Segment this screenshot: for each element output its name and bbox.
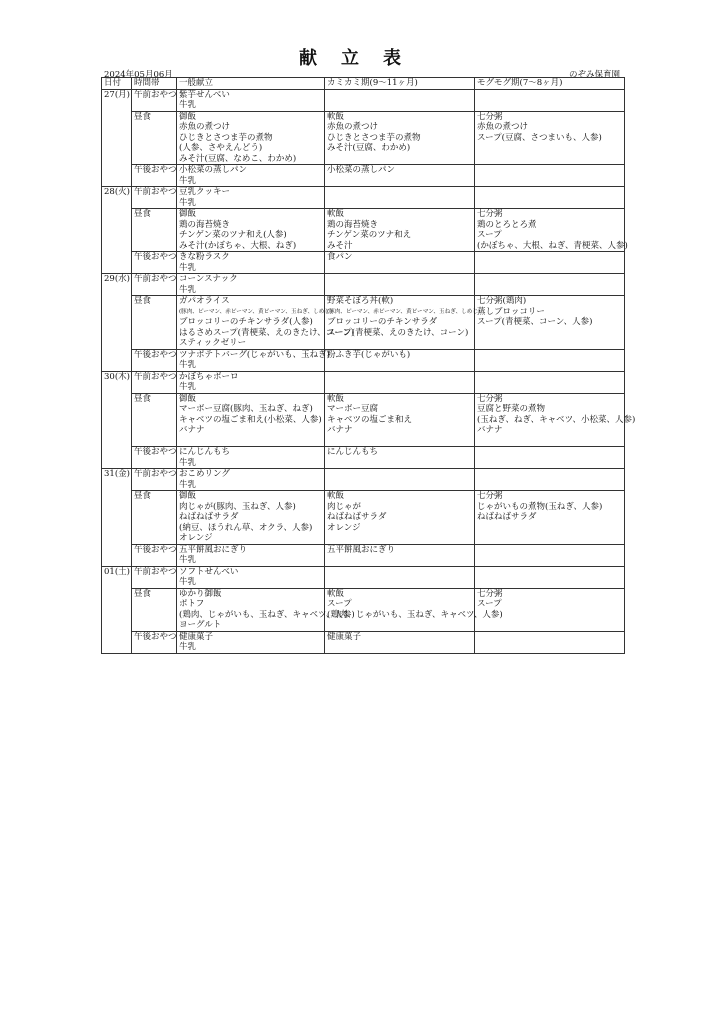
mog-menu-cell [475,566,625,588]
menu-line [327,274,472,285]
general-menu-cell [177,111,325,165]
menu-line [477,447,622,458]
meal-time-cell: 午前おやつ [132,187,177,209]
general-menu-cell [177,165,325,187]
meal-time-cell: 午前おやつ [132,469,177,491]
menu-line: 牛乳 [179,382,197,392]
menu-line: バナナ [477,425,503,435]
page-title: 献立表 [299,48,425,69]
mog-menu-cell [475,491,625,545]
general-menu-cell [177,349,330,371]
menu-line: 七分粥 [477,491,503,501]
kami-menu-cell [325,371,475,393]
menu-line: 小松菜の蒸しパン [327,165,396,175]
menu-line: みそ汁(豆腐、わかめ) [327,143,411,153]
general-menu-cell [177,296,355,350]
day-date-cell: 01(土) [102,566,132,653]
menu-line: ブロッコリーのチキンサラダ [327,317,438,327]
general-menu-cell [177,393,325,447]
facility-name: のぞみ保育園 [568,70,620,80]
menu-line: はるさめスープ(青梗菜、えのきたけ、コーン) [179,327,355,338]
menu-line: 七分粥 [477,393,503,404]
menu-line: 牛乳 [179,284,197,295]
general-menu-cell [177,544,325,566]
menu-line [477,469,622,480]
menu-line: 鶏の海苔焼き [179,219,231,230]
menu-line: 五平餅風おにぎり [179,544,248,555]
meal-time-cell: 昼食 [132,111,177,165]
menu-line: 七分粥 [477,209,503,219]
mog-menu-cell [475,252,625,274]
menu-line: (豚肉、ピーマン、赤ピーマン、黄ピーマン、玉ねぎ、しめじ) [179,308,333,315]
table-row [102,588,625,631]
menu-line: コーンスナック [179,274,238,284]
mog-menu-cell [475,447,625,469]
menu-line: ヨーグルト [179,620,222,630]
menu-line: 御飯 [179,491,197,501]
menu-line: スティックゼリー [179,338,247,348]
table-row [102,393,625,447]
menu-line: (かぼちゃ、大根、ねぎ、青梗菜、人参) [477,240,628,251]
menu-line: 軟飯 [327,209,345,219]
day-date-cell: 31(金) [102,469,132,567]
menu-line: オレンジ [327,522,361,533]
menu-line: ひじきとさつま芋の煮物 [327,132,421,143]
menu-line: マーボー豆腐(豚肉、玉ねぎ、ねぎ) [179,404,313,414]
table-row [102,296,625,350]
menu-line [179,436,322,447]
menu-table [101,77,636,654]
menu-line: ガパオライス [179,296,230,306]
menu-line: スープ(青梗菜、コーン、人参) [477,317,593,327]
menu-line: チンゲン菜のツナ和え(人参) [179,230,287,240]
mog-menu-cell [475,187,625,209]
meal-time-cell: 午前おやつ [132,566,177,588]
meal-time-cell: 午前おやつ [132,274,177,296]
menu-line: 紫芋せんべい [179,89,230,100]
mog-menu-cell [475,393,636,447]
meal-time-cell: 午後おやつ [132,165,177,187]
menu-line: 牛乳 [179,360,197,370]
menu-line: きな粉ラスク [179,252,230,262]
menu-line: 赤魚の煮つけ [477,122,529,132]
header-kamikami: カミカミ期(9〜11ヶ月) [325,78,475,90]
menu-line: 牛乳 [179,100,197,110]
menu-line: チンゲン菜のツナ和え [327,230,412,240]
mog-menu-cell [475,274,625,296]
menu-line: みそ汁(かぼちゃ、大根、ねぎ) [179,240,297,251]
meal-time-cell: 午前おやつ [132,89,177,111]
mog-menu-cell [475,371,625,393]
meal-time-cell: 午後おやつ [132,544,177,566]
menu-line: ソフトせんべい [179,566,239,577]
header-general: 一般献立 [177,78,325,90]
menu-line: オレンジ [179,533,213,543]
menu-line: 肉じゃが [327,501,362,512]
menu-line [477,187,622,198]
table-row [102,349,625,371]
mog-menu-cell [475,165,625,187]
mog-menu-cell [475,544,625,566]
menu-line: ブロッコリーのチキンサラダ(人参) [179,317,313,327]
meal-time-cell: 午後おやつ [132,252,177,274]
table-row [102,469,625,491]
menu-line [477,632,622,643]
menu-line: スープ [477,230,502,240]
day-date-cell: 29(水) [102,274,132,372]
general-menu-cell [177,371,325,393]
menu-line: 野菜そぼろ丼(軟) [327,296,394,306]
menu-line: 豆乳クッキー [179,187,231,197]
menu-line: キャベツの塩ごま和え [327,414,413,425]
meal-time-cell: 午後おやつ [132,447,177,469]
menu-line: (人参、さやえんどう) [179,143,263,153]
menu-line: かぼちゃボーロ [179,371,239,382]
meal-time-cell: 午前おやつ [132,371,177,393]
menu-line: にんじんもち [327,447,379,457]
menu-line [477,372,622,383]
menu-line: 蒸しブロッコリー [477,306,545,317]
table-row [102,274,625,296]
table-row [102,631,625,653]
menu-line [477,274,622,285]
table-row [102,491,625,545]
menu-line: (納豆、ほうれん草、オクラ、人参) [179,522,313,533]
general-menu-cell [177,209,325,252]
mog-menu-cell [475,89,625,111]
kami-menu-cell [325,544,475,566]
kami-menu-cell [325,469,475,491]
kami-menu-cell [325,393,475,447]
menu-line: 七分粥 [477,111,503,122]
meal-time-cell: 昼食 [132,209,177,252]
menu-line: 食パン [327,252,353,262]
menu-line: 豆腐と野菜の煮物 [477,404,546,414]
table-row [102,209,625,252]
menu-line: 牛乳 [179,457,197,468]
menu-line [477,90,622,101]
table-row [102,252,625,274]
menu-line: おこめリング [179,469,230,479]
mog-menu-cell [475,296,625,350]
menu-line: みそ汁 [327,240,353,251]
menu-line: みそ汁(豆腐、なめこ、わかめ) [179,153,297,164]
menu-line: 七分粥(鶏肉) [477,296,527,306]
menu-line: 牛乳 [179,479,197,490]
kami-menu-cell [325,209,475,252]
menu-line: スープ [327,599,352,609]
mog-menu-cell [475,469,625,491]
menu-line [477,567,622,578]
kami-menu-cell [325,491,475,545]
table-row [102,187,625,209]
menu-line: 五平餅風おにぎり [327,544,396,555]
menu-line: 牛乳 [179,642,197,652]
meal-time-cell: 昼食 [132,393,177,447]
menu-line: ツナポテトバーグ(じゃがいも、玉ねぎ) [179,349,330,360]
menu-line: 赤魚の煮つけ [179,122,231,132]
general-menu-cell [177,252,325,274]
menu-line [477,252,622,263]
menu-line: 鶏のとろとろ煮 [477,219,537,230]
menu-line [327,90,472,101]
menu-line: 牛乳 [179,197,197,208]
menu-line: 御飯 [179,111,197,122]
general-menu-cell [177,491,325,545]
day-date-cell: 30(木) [102,371,132,469]
menu-line [477,350,622,361]
menu-line: (鶏肉、じゃがいも、玉ねぎ、キャベツ、人参) [327,609,503,620]
menu-line: (豚肉、ピーマン、赤ピーマン、黄ピーマン、玉ねぎ、しめじ) [327,308,481,315]
general-menu-cell [177,566,325,588]
table-row [102,447,625,469]
table-header-row [102,78,625,90]
kami-menu-cell [325,349,475,371]
mog-menu-cell [475,631,625,653]
kami-menu-cell [325,566,475,588]
meal-time-cell: 午後おやつ [132,349,177,371]
menu-line: ねばねばサラダ [179,512,239,522]
menu-line: 牛乳 [179,175,197,186]
table-row [102,371,625,393]
table-row [102,89,625,111]
menu-line: 軟飯 [327,111,345,122]
table-row [102,111,625,165]
menu-line: 肉じゃが(豚肉、玉ねぎ、人参) [179,501,296,512]
menu-line: スープ(青梗菜、えのきたけ、コーン) [327,327,469,338]
day-date-cell: 27(月) [102,89,132,187]
menu-line: ねばねばサラダ [327,512,387,522]
menu-body [102,89,636,653]
menu-line: 健康菓子 [327,631,362,642]
mog-menu-cell [475,111,625,165]
kami-menu-cell [325,447,475,469]
header-time: 時間帯 [132,78,177,90]
header-date: 日付 [102,78,132,90]
menu-line: 小松菜の蒸しパン [179,165,248,175]
menu-line: 御飯 [179,393,197,404]
menu-line: (鶏肉、じゃがいも、玉ねぎ、キャベツ、人参) [179,609,355,620]
meal-time-cell: 午後おやつ [132,631,177,653]
header-mogumogu: モグモグ期(7〜8ヶ月) [475,78,625,90]
table-row [102,165,625,187]
menu-line: にんじんもち [179,447,231,457]
menu-line [327,187,472,198]
kami-menu-cell [325,274,475,296]
menu-line: 赤魚の煮つけ [327,122,379,132]
mog-menu-cell [475,209,628,252]
menu-line [327,567,472,578]
meal-time-cell: 昼食 [132,588,177,631]
kami-menu-cell [325,165,475,187]
menu-line: マーボー豆腐 [327,404,379,414]
menu-line: じゃがいもの煮物(玉ねぎ、人参) [477,501,603,512]
menu-line [477,545,622,556]
meal-time-cell: 昼食 [132,296,177,350]
general-menu-cell [177,469,325,491]
menu-line: 軟飯 [327,588,345,599]
kami-menu-cell [325,111,475,165]
menu-line: ひじきとさつま芋の煮物 [179,132,273,143]
kami-menu-cell [325,89,475,111]
kami-menu-cell [325,296,481,350]
general-menu-cell [177,274,325,296]
menu-line [477,165,622,176]
menu-line: バナナ [179,425,205,435]
menu-date: 2024年05月06月 [104,70,173,80]
menu-line: キャベツの塩ごま和え(小松菜、人参) [179,414,322,425]
meal-time-cell: 昼食 [132,491,177,545]
menu-line: 健康菓子 [179,631,214,642]
menu-line: バナナ [327,425,353,435]
mog-menu-cell [475,349,625,371]
kami-menu-cell [325,631,475,653]
menu-line: ゆかり御飯 [179,588,222,599]
day-date-cell: 28(火) [102,187,132,274]
general-menu-cell [177,447,325,469]
menu-line: 七分粥 [477,588,503,599]
table-row [102,544,625,566]
menu-line: 粉ふき芋(じゃがいも) [327,349,411,360]
menu-line: 御飯 [179,209,197,219]
menu-line: スープ(豆腐、さつまいも、人参) [477,132,602,143]
menu-line: 軟飯 [327,491,345,501]
menu-line [327,372,472,383]
menu-line: 鶏の海苔焼き [327,219,379,230]
menu-line: 牛乳 [179,262,197,273]
menu-line: ポトフ [179,599,205,609]
kami-menu-cell [325,187,475,209]
general-menu-cell [177,631,325,653]
menu-line: 牛乳 [179,577,197,587]
general-menu-cell [177,89,325,111]
menu-line: ねばねばサラダ [477,512,537,522]
menu-line: スープ [477,599,502,609]
menu-line: 軟飯 [327,393,345,404]
menu-line: (玉ねぎ、ねぎ、キャベツ、小松菜、人参) [477,414,636,425]
general-menu-cell [177,187,325,209]
kami-menu-cell [325,252,475,274]
table-row [102,566,625,588]
menu-line: 牛乳 [179,555,197,565]
menu-line [327,469,472,480]
